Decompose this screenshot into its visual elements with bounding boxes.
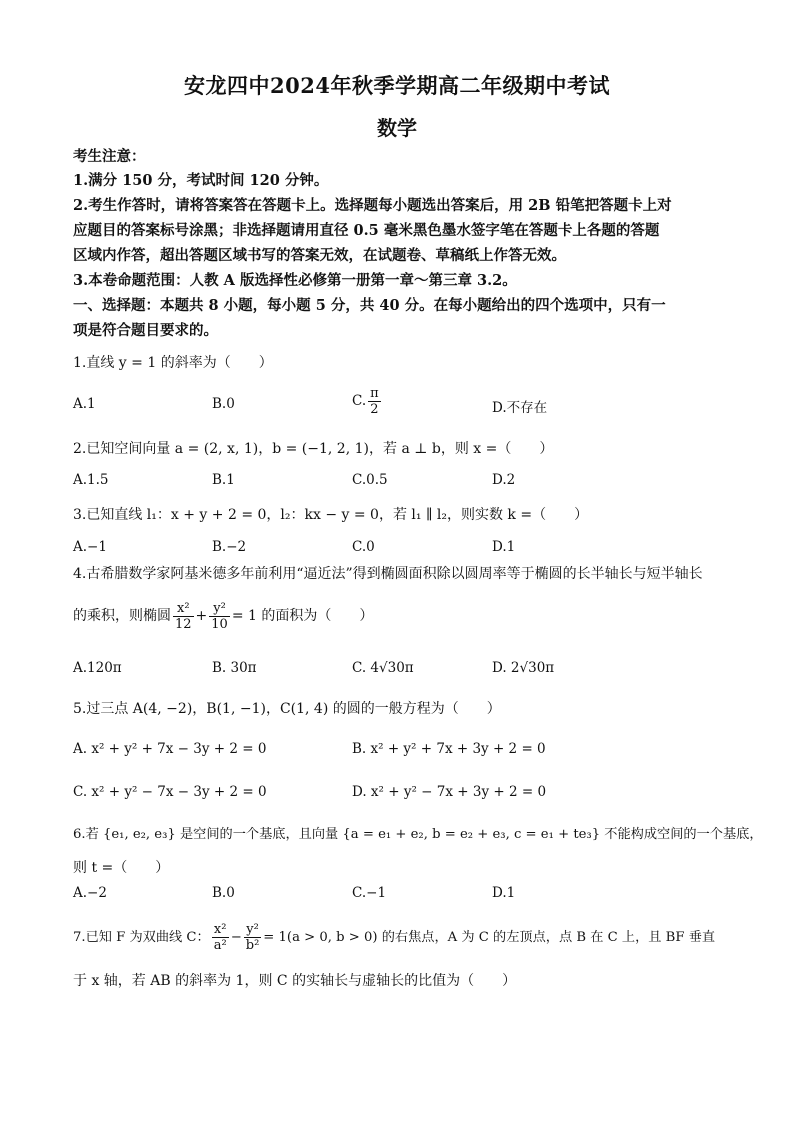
section-1-heading-line-2: 项是符合题目要求的。: [73, 322, 218, 339]
pi-over-two-fraction: $\frac{\pi}{2}$: [370, 386, 379, 417]
question-2-option-d: D.2: [492, 472, 516, 488]
question-3-option-a: A.−1: [73, 539, 107, 555]
question-6-stem-line-2: 则 t =（ ）: [73, 860, 170, 876]
question-6-option-b: B.0: [212, 885, 235, 901]
question-4-stem-line-1: 4.古希腊数学家阿基米德多年前利用“逼近法”得到椭圆面积除以圆周率等于椭圆的长半轴长与短半轴长: [73, 566, 703, 582]
question-2-option-a: A.1.5: [73, 472, 109, 488]
question-6-option-d: D.1: [492, 885, 516, 901]
question-1-option-d: D.不存在: [492, 400, 548, 416]
notice-item-2-line-2: 应题目的答案标号涂黑；非选择题请用直径 0.5 毫米黑色墨水签字笔在答题卡上各题的答题: [73, 222, 660, 239]
question-5-option-c: C. x² + y² − 7x − 3y + 2 = 0: [73, 784, 267, 800]
question-4-option-b: B. 30π: [212, 660, 257, 676]
question-6-stem-line-1: 6.若 {e₁, e₂, e₃} 是空间的一个基底，且向量 {a = e₁ + e₂, b = e₂ + e₃, c = e₁ + te₃} 不能构成空间的一个基底，: [73, 827, 763, 842]
question-7-stem-line-1: 7.已知 F 为双曲线 C： $\frac{\text{x²}}{\text{a²}}$ − $\frac{\text{y²}}{\text{b²}}$ = 1(a > 0, b > 0) 的右焦点，A 为 C 的左顶点，点 B 在 C 上，且 BF 垂直: [73, 922, 716, 953]
section-1-heading-line-1: 一、选择题：本题共 8 小题，每小题 5 分，共 40 分。在每小题给出的四个选项中，只有一: [73, 297, 666, 314]
notice-item-1: 1.满分 150 分，考试时间 120 分钟。: [73, 172, 329, 189]
question-4-stem-line-2: 的乘积，则椭圆 $\frac{\text{x²}}{12}$ + $\frac{\text{y²}}{10}$ = 1 的面积为（ ）: [73, 600, 374, 632]
question-4-option-d: D. 2√30π: [492, 660, 555, 676]
notice-item-2-line-3: 区域内作答，超出答题区域书写的答案无效，在试题卷、草稿纸上作答无效。: [73, 247, 566, 264]
exam-subject: 数学: [377, 116, 417, 140]
notice-item-2-line-1: 2.考生作答时，请将答案答在答题卡上。选择题每小题选出答案后，用 2B 铅笔把答题卡上对: [73, 197, 672, 214]
question-3-option-d: D.1: [492, 539, 516, 555]
question-1-option-b: B.0: [212, 396, 235, 412]
question-3-option-c: C.0: [352, 539, 375, 555]
question-4-option-c: C. 4√30π: [352, 660, 414, 676]
question-5-stem: 5.过三点 A(4, −2)，B(1, −1)，C(1, 4) 的圆的一般方程为（ ）: [73, 701, 501, 717]
question-1-option-c: C. $\frac{\pi}{2}$: [352, 386, 379, 417]
question-5-option-b: B. x² + y² + 7x + 3y + 2 = 0: [352, 741, 546, 757]
question-7-stem-line-2: 于 x 轴，若 AB 的斜率为 1，则 C 的实轴长与虚轴长的比值为（ ）: [73, 973, 517, 989]
question-4-option-a: A.120π: [73, 660, 122, 676]
question-5-option-d: D. x² + y² − 7x + 3y + 2 = 0: [352, 784, 547, 800]
x-squared-over-a-squared-fraction: $\frac{\text{x²}}{\text{a²}}$: [213, 922, 227, 953]
y-squared-over-10-fraction: $\frac{\text{y²}}{10}$: [211, 600, 228, 632]
exam-title: 安龙四中2024年秋季学期高二年级期中考试: [184, 73, 610, 98]
question-3-stem: 3.已知直线 l₁：x + y + 2 = 0，l₂：kx − y = 0，若 l₁ ∥ l₂，则实数 k =（ ）: [73, 507, 589, 523]
y-squared-over-b-squared-fraction: $\frac{\text{y²}}{\text{b²}}$: [245, 922, 260, 953]
notice-item-3: 3.本卷命题范围：人教 A 版选择性必修第一册第一章～第三章 3.2。: [73, 272, 517, 289]
question-1-stem: 1.直线 y = 1 的斜率为（ ）: [73, 355, 273, 371]
question-2-option-b: B.1: [212, 472, 235, 488]
notice-heading: 考生注意：: [73, 148, 146, 165]
question-6-option-c: C.−1: [352, 885, 387, 901]
question-2-stem: 2.已知空间向量 a = (2, x, 1)，b = (−1, 2, 1)，若 a ⊥ b，则 x =（ ）: [73, 441, 554, 457]
question-6-option-a: A.−2: [73, 885, 107, 901]
question-2-option-c: C.0.5: [352, 472, 388, 488]
question-5-option-a: A. x² + y² + 7x − 3y + 2 = 0: [73, 741, 267, 757]
question-1-option-a: A.1: [73, 396, 96, 412]
x-squared-over-12-fraction: $\frac{\text{x²}}{12}$: [175, 600, 192, 632]
question-3-option-b: B.−2: [212, 539, 247, 555]
